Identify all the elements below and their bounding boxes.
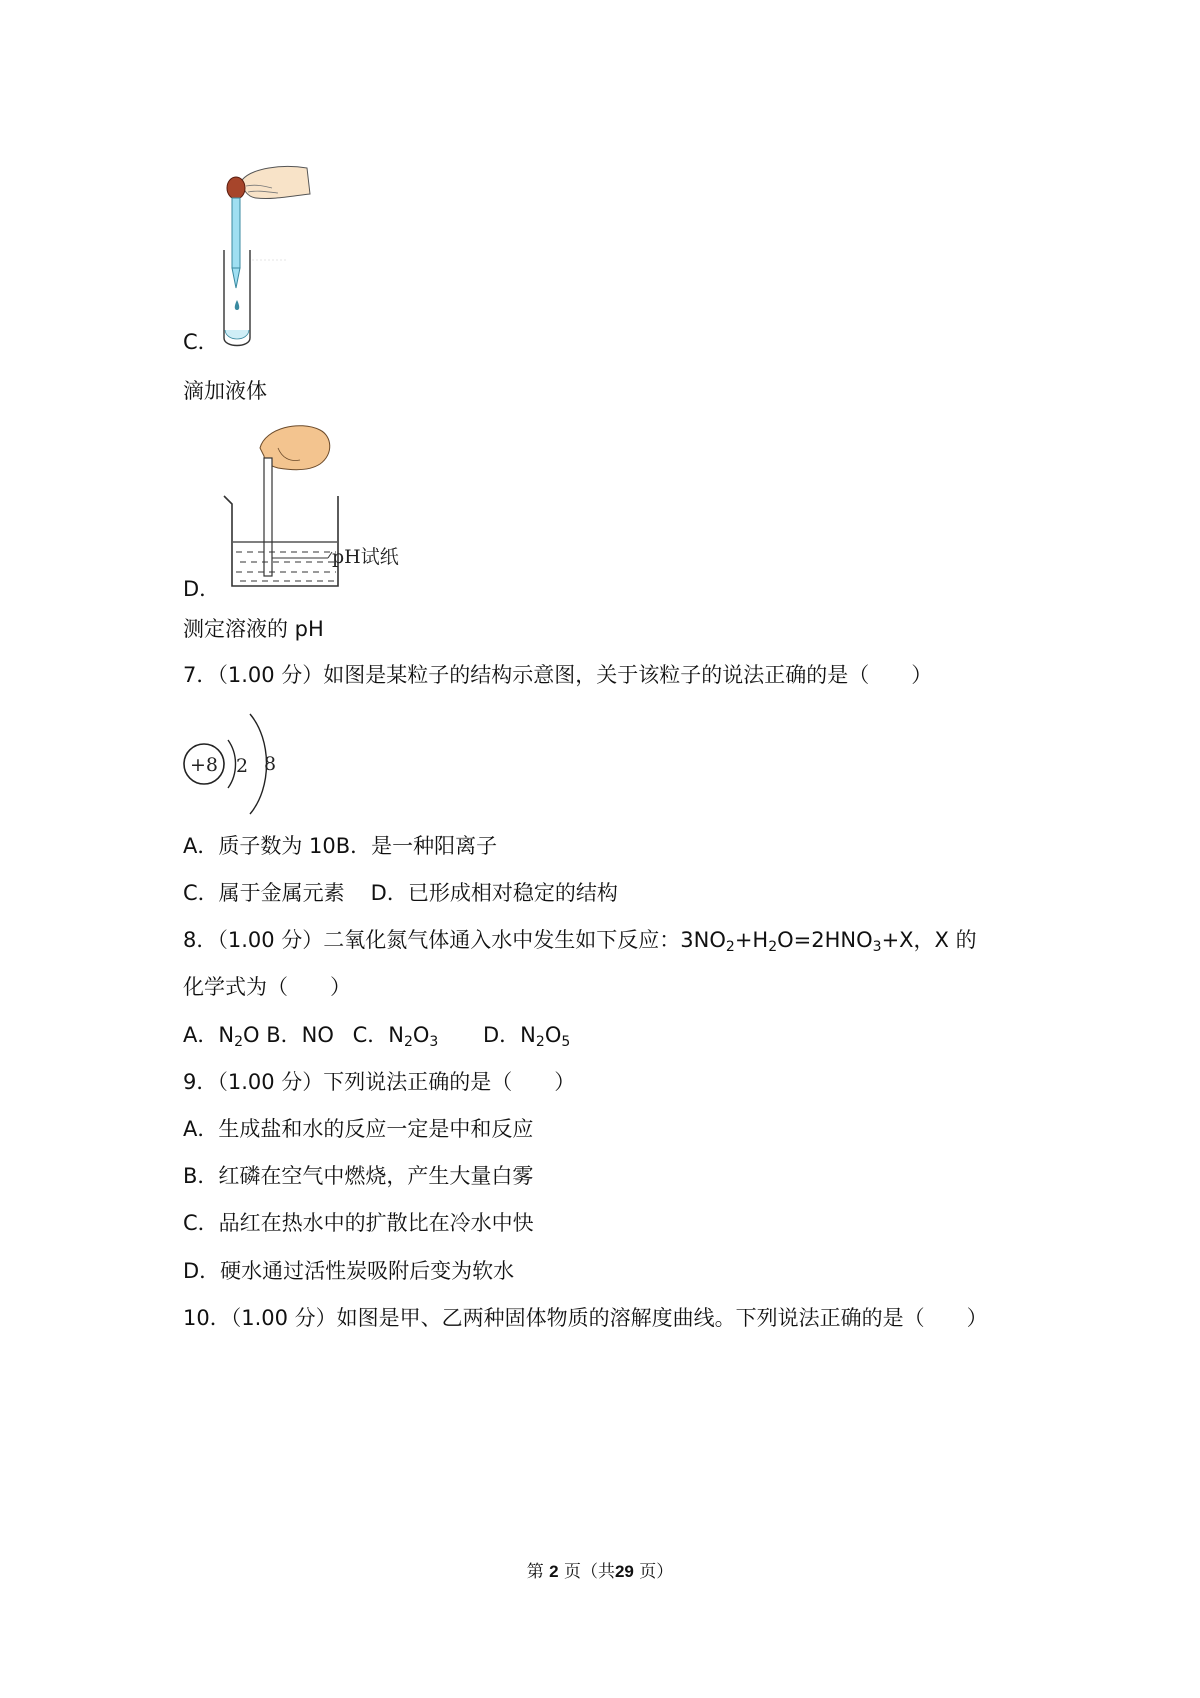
- question-10-stem: 10．（1.00 分）如图是甲、乙两种固体物质的溶解度曲线。下列说法正确的是（ ）: [183, 1306, 988, 1330]
- question-7-options-cd: [183, 878, 618, 908]
- option-c-caption: 滴加液体: [183, 379, 267, 403]
- question-7-options-ab: [183, 831, 497, 861]
- q8-stem-eq: +X，X 的: [881, 928, 977, 952]
- q9-option-b: B．红磷在空气中燃烧，产生大量白雾: [183, 1164, 534, 1188]
- question-8-stem: [183, 925, 977, 955]
- q8-sub: 3: [872, 939, 882, 955]
- question-8-stem-line2: 化学式为（ ）: [183, 975, 351, 999]
- option-d-caption: 测定溶液的 pH: [183, 617, 324, 641]
- question-8-options: [183, 1020, 570, 1050]
- atom-structure-diagram: [180, 710, 290, 820]
- question-7-stem: 7．（1.00 分）如图是某粒子的结构示意图，关于该粒子的说法正确的是（ ）: [183, 663, 933, 687]
- q8-option-c: C．$N_2O_3$: [352, 1023, 439, 1050]
- q9-option-d: D．硬水通过活性炭吸附后变为软水: [183, 1259, 515, 1283]
- footer-suffix: 页）: [639, 1562, 674, 1582]
- dropper-test-tube-figure: [212, 160, 322, 350]
- footer-total-pages: 29: [614, 1562, 634, 1581]
- footer-prefix: 第: [526, 1562, 544, 1582]
- question-9-stem: 9．（1.00 分）下列说法正确的是（ ）: [183, 1070, 576, 1094]
- q7-option-d: D．已形成相对稳定的结构: [370, 881, 618, 905]
- q7-option-c: C．属于金属元素: [183, 881, 345, 905]
- option-d-letter: D．: [183, 577, 221, 601]
- q8-stem-eq: O=2HNO: [777, 928, 873, 952]
- footer-middle: 页（共: [563, 1562, 615, 1582]
- q8-stem-prefix: 8．（1.00 分）二氧化氮气体通入水中发生如下反应：3NO: [183, 928, 726, 952]
- q8-stem-eq: +H: [734, 928, 769, 952]
- option-c-letter: C．: [183, 330, 219, 354]
- shell-2-electrons: 8: [264, 753, 277, 775]
- q7-option-a: A．质子数为 10: [183, 834, 336, 858]
- q8-option-d: D．$N_2O_5$: [483, 1023, 571, 1050]
- shell-1-electrons: 2: [236, 755, 249, 777]
- footer-page-number: 2: [549, 1562, 559, 1581]
- ph-test-beaker-figure: [220, 418, 400, 593]
- page-footer: [0, 1557, 1200, 1582]
- ph-paper-label: pH试纸: [332, 546, 399, 568]
- q8-option-b: B．NO: [266, 1023, 334, 1047]
- q9-option-a: A．生成盐和水的反应一定是中和反应: [183, 1117, 534, 1141]
- nucleus-charge: +8: [189, 754, 219, 776]
- q8-sub: 2: [725, 939, 735, 955]
- q8-option-a: A．$N_2O$: [183, 1023, 260, 1050]
- q8-sub: 2: [768, 939, 778, 955]
- q7-option-b: B．是一种阳离子: [335, 834, 498, 858]
- q9-option-c: C．品红在热水中的扩散比在冷水中快: [183, 1211, 534, 1235]
